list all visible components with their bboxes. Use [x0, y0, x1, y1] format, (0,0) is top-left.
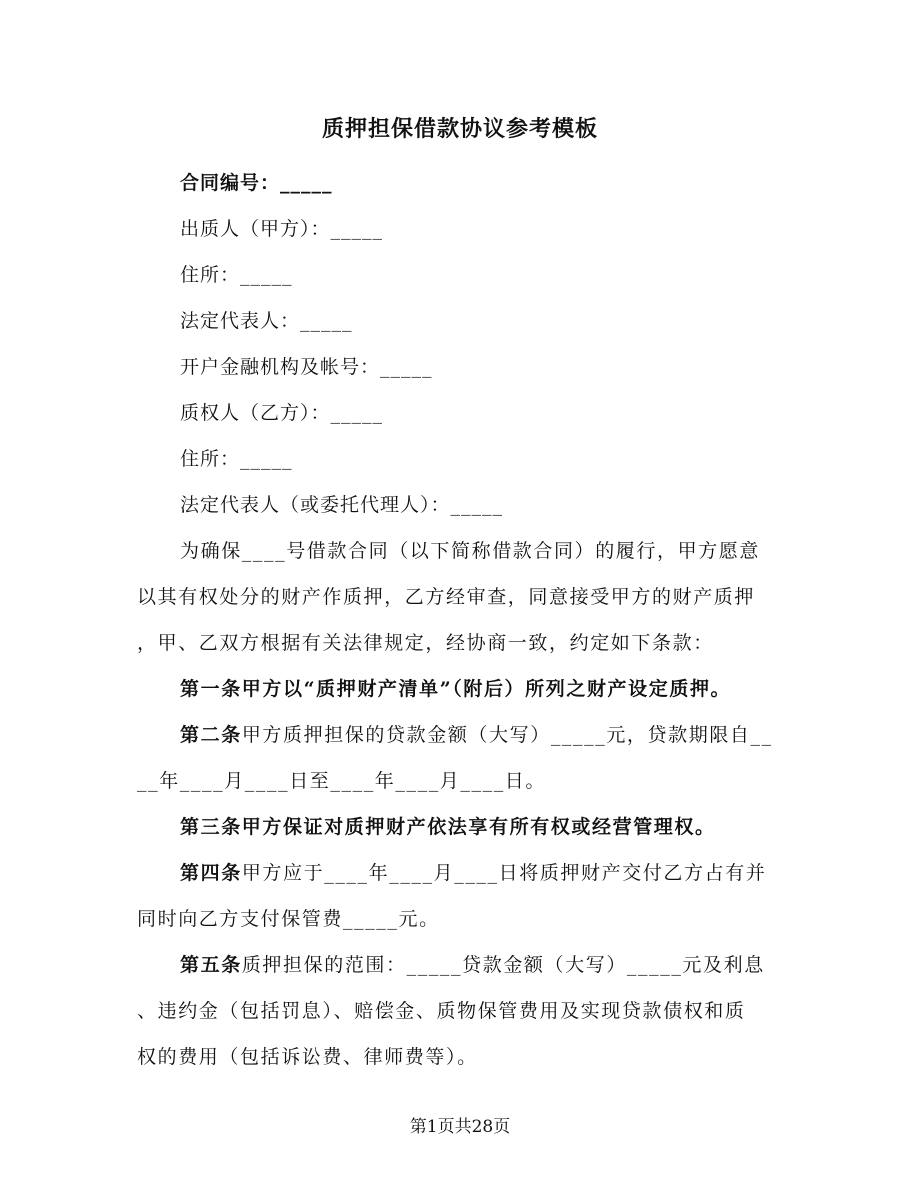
preamble-line-1: 为确保____号借款合同（以下简称借款合同）的履行，甲方愿意	[180, 540, 761, 562]
article-3: 第三条甲方保证对质押财产依法享有所有权或经营管理权。	[180, 816, 716, 838]
pledgee-address: 住所：_____	[180, 448, 293, 470]
article-5-line-3: 权的费用（包括诉讼费、律师费等）。	[137, 1046, 478, 1068]
pledgor-line: 出质人（甲方）：_____	[180, 218, 384, 240]
article-5-text: 质押担保的范围：_____贷款金额（大写）_____元及利息	[241, 954, 765, 976]
article-1: 第一条甲方以“质押财产清单”（附后）所列之财产设定质押。	[180, 678, 732, 700]
contract-number: 合同编号：_____	[180, 172, 333, 194]
document-title: 质押担保借款协议参考模板	[321, 116, 598, 142]
article-4-line-1	[180, 858, 766, 885]
article-4-line-2: 同时向乙方支付保管费_____元。	[137, 908, 440, 930]
pledgee-representative: 法定代表人（或委托代理人）：_____	[180, 494, 504, 516]
article-2-line-2: __年____月____日至____年____月____日。	[137, 770, 547, 792]
preamble-line-3: ，甲、乙双方根据有关法律规定，经协商一致，约定如下条款：	[137, 632, 714, 654]
bank-account: 开户金融机构及帐号：_____	[180, 356, 433, 378]
article-2-text: 甲方质押担保的贷款金额（大写）_____元，贷款期限自__	[241, 724, 773, 746]
article-2-heading: 第二条	[180, 724, 242, 746]
article-4-heading: 第四条	[180, 862, 242, 884]
preamble-line-2: 以其有权处分的财产作质押，乙方经审查，同意接受甲方的财产质押	[137, 586, 756, 608]
article-4-text: 甲方应于____年____月____日将质押财产交付乙方占有并	[241, 862, 767, 884]
pledgee-line: 质权人（乙方）：_____	[180, 402, 384, 424]
page-number: 第1页共28页	[409, 1117, 511, 1137]
article-5-heading: 第五条	[180, 954, 242, 976]
article-5-line-1	[180, 950, 765, 977]
pledgor-address: 住所：_____	[180, 264, 293, 286]
pledgor-representative: 法定代表人：_____	[180, 310, 353, 332]
article-2-line-1	[180, 720, 773, 747]
article-5-line-2: 、违约金（包括罚息）、赔偿金、质物保管费用及实现贷款债权和质	[137, 1000, 746, 1022]
